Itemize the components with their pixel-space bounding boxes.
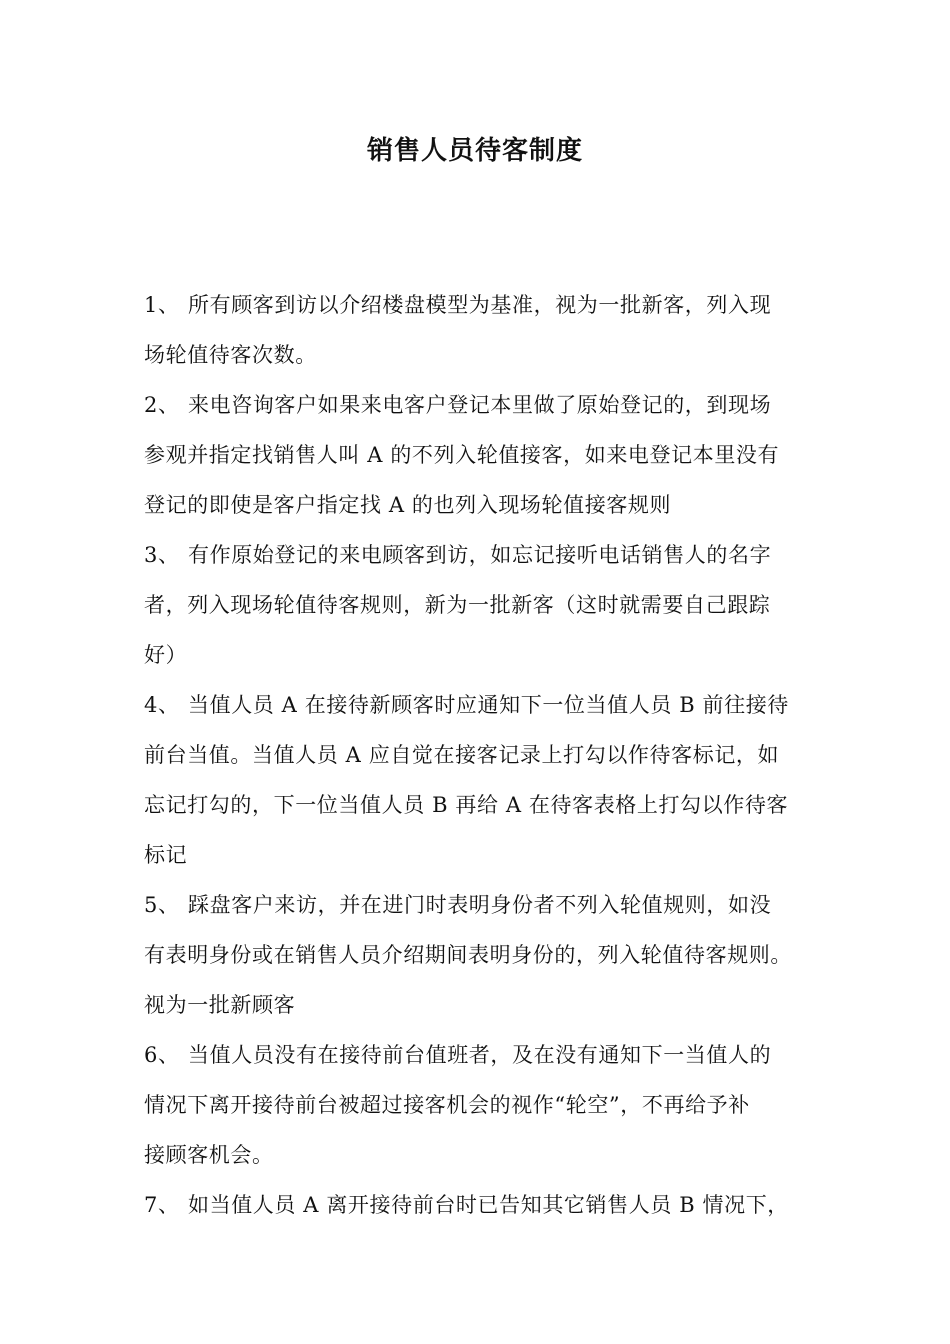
item-text: 踩盘客户来访，并在进门时表明身份者不列入轮值规则，如没 — [188, 893, 772, 917]
item-5-line-3: 视为一批新顾客 — [144, 993, 296, 1017]
item-4-line-1 — [144, 680, 814, 730]
item-6-line-1 — [144, 1030, 814, 1080]
item-6-line-3: 接顾客机会。 — [144, 1143, 274, 1167]
item-2-line-2: 参观并指定找销售人叫 A 的不列入轮值接客，如来电登记本里没有 — [144, 443, 780, 467]
item-2-line-3: 登记的即使是客户指定找 A 的也列入现场轮值接客规则 — [144, 493, 672, 517]
item-5-line-2: 有表明身份或在销售人员介绍期间表明身份的，列入轮值待客规则。 — [144, 943, 792, 967]
item-3-line-3: 好） — [144, 643, 188, 667]
item-5-line-1 — [144, 880, 814, 930]
item-7-line-1 — [144, 1180, 814, 1230]
item-2-line-1 — [144, 380, 814, 430]
item-number: 2、 — [144, 393, 180, 417]
item-text: 所有顾客到访以介绍楼盘模型为基准，视为一批新客，列入现 — [188, 293, 772, 317]
item-text: 当值人员没有在接待前台值班者，及在没有通知下一当值人的 — [188, 1043, 772, 1067]
item-1-line-1 — [144, 280, 814, 330]
item-number: 1、 — [144, 293, 180, 317]
item-3-line-2: 者，列入现场轮值待客规则，新为一批新客（这时就需要自己跟踪 — [144, 593, 771, 617]
document-body — [144, 280, 814, 1230]
item-text: 如当值人员 A 离开接待前台时已告知其它销售人员 B 情况下， — [188, 1193, 789, 1217]
item-number: 3、 — [144, 543, 180, 567]
item-6-line-2: 情况下离开接待前台被超过接客机会的视作“轮空”，不再给予补 — [144, 1093, 750, 1117]
item-number: 5、 — [144, 893, 180, 917]
item-1-line-2: 场轮值待客次数。 — [144, 343, 317, 367]
item-text: 当值人员 A 在接待新顾客时应通知下一位当值人员 B 前往接待 — [188, 693, 789, 717]
item-4-line-3: 忘记打勾的，下一位当值人员 B 再给 A 在待客表格上打勾以作待客 — [144, 793, 789, 817]
item-4-line-2: 前台当值。当值人员 A 应自觉在接客记录上打勾以作待客标记，如 — [144, 743, 780, 767]
item-4-line-4: 标记 — [144, 843, 188, 867]
item-text: 有作原始登记的来电顾客到访，如忘记接听电话销售人的名字 — [188, 543, 772, 567]
document-title: 销售人员待客制度 — [366, 136, 583, 166]
item-number: 4、 — [144, 693, 180, 717]
item-3-line-1 — [144, 530, 814, 580]
item-number: 7、 — [144, 1193, 180, 1217]
item-number: 6、 — [144, 1043, 180, 1067]
item-text: 来电咨询客户如果来电客户登记本里做了原始登记的，到现场 — [188, 393, 772, 417]
